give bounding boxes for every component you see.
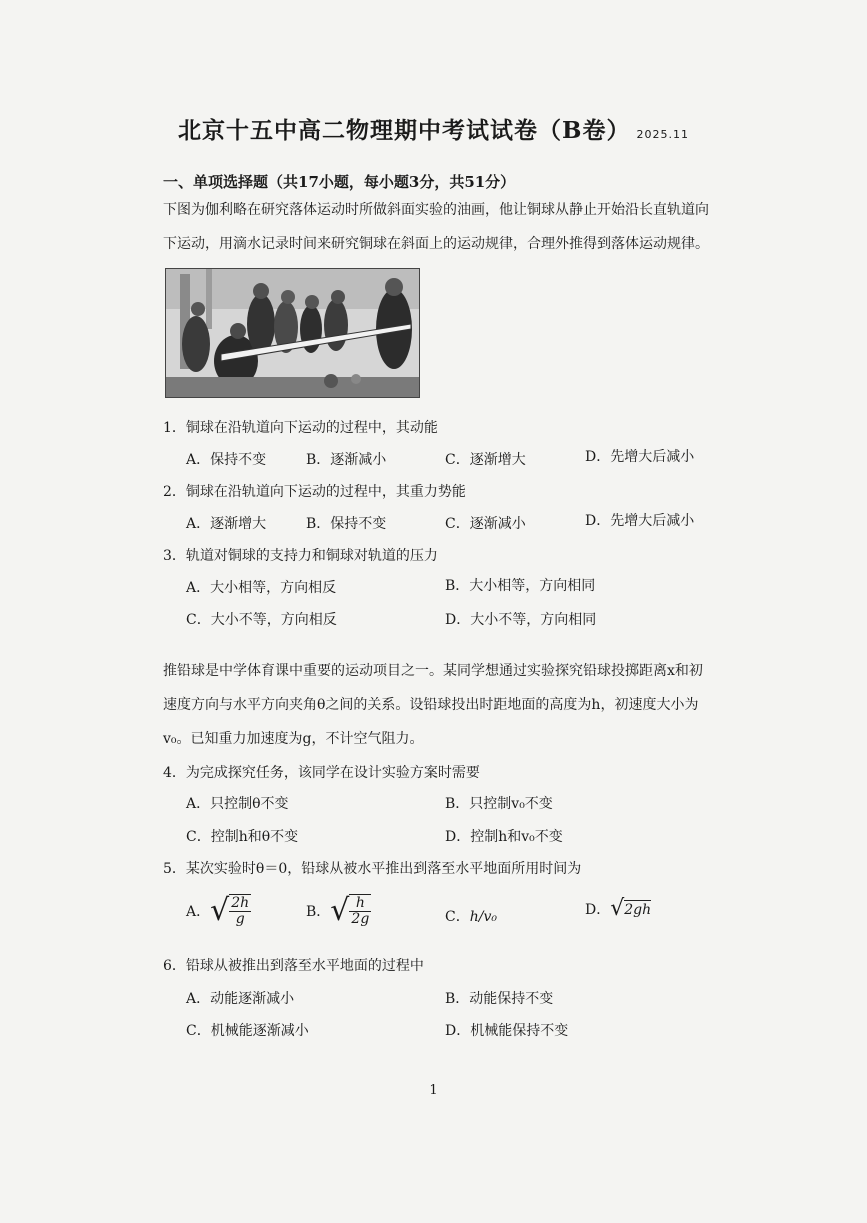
q6-option-b: B．动能保持不变 (445, 991, 554, 1007)
q3-option-c: C．大小不等，方向相反 (186, 612, 337, 628)
q6-option-a: A．动能逐渐减小 (186, 991, 295, 1007)
q5-option-a-formula: √ $\frac{2h}{g}$ (210, 892, 250, 928)
question-4: 4．为完成探究任务，该同学在设计实验方案时需要 (163, 765, 480, 781)
q5-option-d-label: D． (585, 902, 611, 918)
q1-option-d: D．先增大后减小 (585, 449, 695, 465)
q3-option-a: A．大小相等，方向相反 (186, 580, 337, 596)
question-5: 5．某次实验时θ＝0，铅球从被水平推出到落至水平地面所用时间为 (163, 861, 582, 877)
q1-option-b: B．逐渐减小 (306, 452, 387, 468)
q3-option-d: D．大小不等，方向相同 (445, 612, 597, 628)
q5-d-radicand: 2gh (624, 902, 652, 918)
q2-option-b: B．保持不变 (306, 516, 387, 532)
q5-option-b-formula: √ $\frac{h}{2g}$ (330, 892, 370, 928)
q5-b-denominator: 2g (351, 911, 370, 928)
q4-option-b: B．只控制v₀不变 (445, 796, 553, 812)
exam-title-text: 北京十五中高二物理期中考试试卷（B卷） (178, 117, 631, 144)
q5-option-c (445, 906, 497, 926)
question-6: 6．铅球从被推出到落至水平地面的过程中 (163, 958, 424, 974)
intro1-line-1: 下图为伽利略在研究落体运动时所做斜面实验的油画，他让铜球从静止开始沿长直轨道向 (163, 202, 709, 218)
q5-c-formula: h/v₀ (469, 909, 497, 925)
q4-option-d: D．控制h和v₀不变 (445, 829, 563, 845)
q3-option-b: B．大小相等，方向相同 (445, 578, 596, 594)
exam-date: 2025.11 (636, 128, 689, 141)
q5-b-numerator: h (349, 896, 371, 912)
exam-title (0, 112, 867, 145)
section-heading: 一、单项选择题（共17小题，每小题3分，共51分） (163, 173, 516, 191)
intro-paragraph-2 (163, 654, 723, 756)
question-1: 1．铜球在沿轨道向下运动的过程中，其动能 (163, 420, 438, 436)
intro2-line-1: 推铅球是中学体育课中重要的运动项目之一。某同学想通过实验探究铅球投掷距离x和初 (163, 663, 703, 679)
page-number: 1 (429, 1083, 438, 1098)
intro2-line-3: v₀。已知重力加速度为g，不计空气阻力。 (163, 731, 424, 747)
q6-option-d: D．机械能保持不变 (445, 1023, 569, 1039)
q5-a-denominator: g (235, 911, 245, 928)
q5-option-b (306, 894, 371, 928)
question-3: 3．轨道对铜球的支持力和铜球对轨道的压力 (163, 548, 438, 564)
q5-option-d (585, 898, 651, 920)
question-2: 2．铜球在沿轨道向下运动的过程中，其重力势能 (163, 484, 466, 500)
intro1-line-2: 下运动，用滴水记录时间来研究铜球在斜面上的运动规律，合理外推得到落体运动规律。 (163, 236, 709, 252)
intro-paragraph-1 (163, 193, 723, 261)
q2-option-d: D．先增大后减小 (585, 513, 695, 529)
q4-option-c: C．控制h和θ不变 (186, 829, 299, 845)
q5-option-a (186, 894, 251, 928)
q5-option-d-formula: √ 2gh (610, 896, 652, 921)
intro2-line-2: 速度方向与水平方向夹角θ之间的关系。设铅球投出时距地面的高度为h，初速度大小为 (163, 697, 699, 713)
q5-option-a-label: A． (186, 903, 211, 920)
galileo-painting-image (165, 268, 420, 398)
q5-option-b-label: B． (306, 903, 331, 920)
q2-option-a: A．逐渐增大 (186, 516, 267, 532)
q5-option-c-label: C． (445, 909, 470, 925)
q2-option-c: C．逐渐减小 (445, 516, 526, 532)
q5-a-numerator: 2h (231, 895, 250, 911)
q1-option-a: A．保持不变 (186, 452, 267, 468)
q4-option-a: A．只控制θ不变 (186, 796, 289, 812)
q6-option-c: C．机械能逐渐减小 (186, 1023, 309, 1039)
q1-option-c: C．逐渐增大 (445, 452, 526, 468)
